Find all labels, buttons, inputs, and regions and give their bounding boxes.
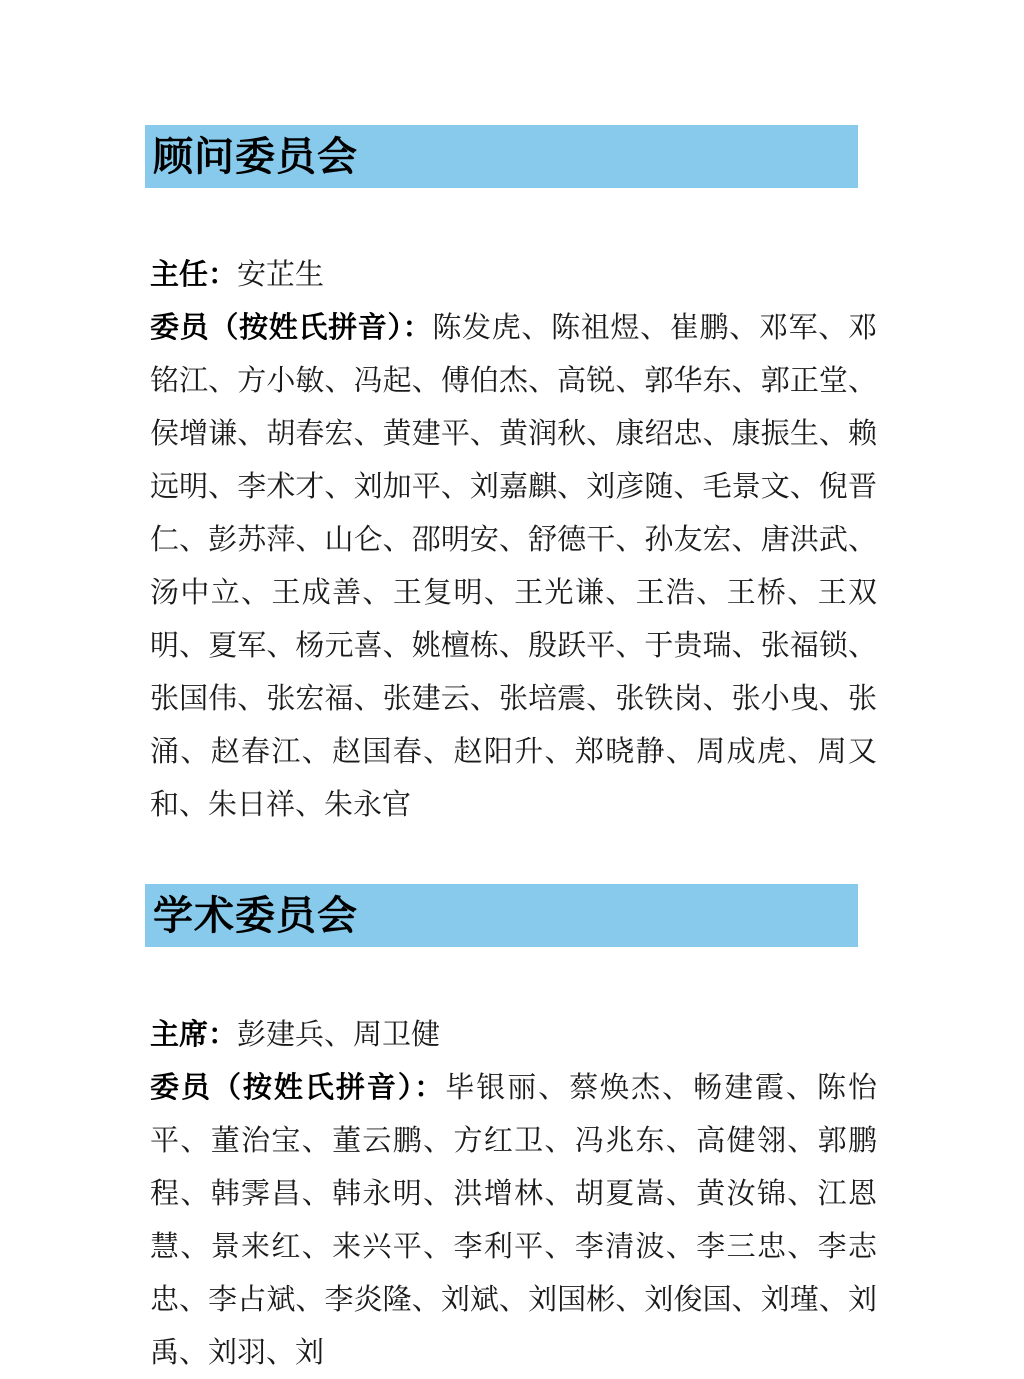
section-body-advisory — [150, 248, 877, 831]
role-names-director: 安芷生 — [237, 257, 325, 291]
members-paragraph-advisory — [150, 301, 877, 831]
role-line-director — [150, 248, 877, 301]
role-label-director: 主任： — [150, 257, 238, 291]
section-body-academic — [150, 1008, 877, 1379]
members-names-advisory: 陈发虎、陈祖煜、崔鹏、邓军、邓铭江、方小敏、冯起、傅伯杰、高锐、郭华东、郭正堂、侯增谦、胡春宏、黄建平、黄润秋、康绍忠、康振生、赖远明、李术才、刘加平、刘嘉麒、刘彦随、毛景文、倪晋仁、彭苏萍、山仑、邵明安、舒德干、孙友宏、唐洪武、汤中立、王成善、王复明、王光谦、王浩、王桥、王双明、夏军、杨元喜、姚檀栋、殷跃平、于贵瑞、张福锁、张国伟、张宏福、张建云、张培震、张铁岗、张小曳、张涌、赵春江、赵国春、赵阳升、郑晓静、周成虎、周又和、朱日祥、朱永官 — [150, 310, 877, 821]
section-title-academic: 学术委员会 — [153, 892, 358, 939]
section-header-bar-academic — [145, 884, 858, 947]
role-names-chairman: 彭建兵、周卫健 — [237, 1017, 441, 1051]
section-title-advisory: 顾问委员会 — [153, 133, 358, 180]
members-names-academic: 毕银丽、蔡焕杰、畅建霞、陈怡平、董治宝、董云鹏、方红卫、冯兆东、高健翎、郭鹏程、韩霁昌、韩永明、洪增林、胡夏嵩、黄汝锦、江恩慧、景来红、来兴平、李利平、李清波、李三忠、李志忠、李占斌、李炎隆、刘斌、刘国彬、刘俊国、刘瑾、刘禹、刘羽、刘 — [150, 1070, 877, 1369]
role-label-chairman: 主席： — [150, 1017, 238, 1051]
members-label-academic: 委员（按姓氏拼音）： — [150, 1070, 446, 1104]
members-label-advisory: 委员（按姓氏拼音）： — [150, 310, 433, 344]
role-line-chairman — [150, 1008, 877, 1061]
content-column — [145, 0, 878, 1379]
section-header-bar-advisory — [145, 125, 858, 188]
members-paragraph-academic — [150, 1061, 877, 1379]
